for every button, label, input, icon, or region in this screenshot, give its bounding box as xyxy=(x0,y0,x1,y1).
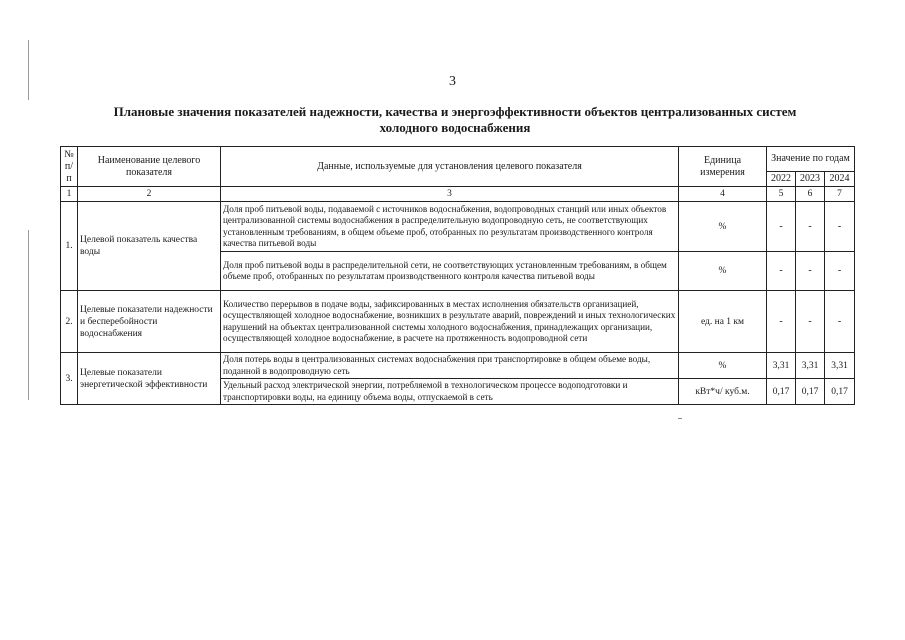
header-data: Данные, используемые для установления целевого показателя xyxy=(221,147,679,187)
value-2022: - xyxy=(767,291,796,353)
document-title xyxy=(60,104,850,136)
column-number: 2 xyxy=(78,187,221,202)
table-row xyxy=(61,291,855,353)
indicator-unit: % xyxy=(679,252,767,291)
column-number: 3 xyxy=(221,187,679,202)
header-year: 2022 xyxy=(767,172,796,187)
indicator-description: Количество перерывов в подаче воды, зафиксированных в местах исполнения обязательств организацией, осуществляющей холодное водоснабжение, возникших в результате аварий, повреждений и иных технологических нарушений на объектах централизованной системы холодного водоснабжения, принадлежащих организации, осуществляющей холодное водоснабжение, в расчете на протяженность водопроводной сети xyxy=(221,291,679,353)
indicator-name: Целевые показатели энергетической эффективности xyxy=(78,353,221,405)
header-values-group: Значение по годам xyxy=(767,147,855,172)
indicator-unit: ед. на 1 км xyxy=(679,291,767,353)
title-line-2: холодного водоснабжения xyxy=(379,120,531,135)
table-row xyxy=(61,202,855,252)
scan-speck xyxy=(678,418,682,419)
header-num: № п/п xyxy=(61,147,78,187)
value-2024: - xyxy=(825,252,855,291)
column-number: 1 xyxy=(61,187,78,202)
header-year: 2023 xyxy=(796,172,825,187)
column-number: 5 xyxy=(767,187,796,202)
value-2023: 3,31 xyxy=(796,353,825,379)
value-2023: - xyxy=(796,202,825,252)
indicator-unit: % xyxy=(679,202,767,252)
value-2023: - xyxy=(796,252,825,291)
indicator-description: Доля проб питьевой воды в распределительной сети, не соответствующих установленным требованиям, в общем объеме проб, отобранных по результатам производственного контроля качества питьевой воды xyxy=(221,252,679,291)
indicators-table xyxy=(60,146,855,405)
value-2022: - xyxy=(767,252,796,291)
header-name: Наименование целевого показателя xyxy=(78,147,221,187)
indicator-name: Целевой показатель качества воды xyxy=(78,202,221,291)
column-number: 7 xyxy=(825,187,855,202)
column-number: 6 xyxy=(796,187,825,202)
indicator-description: Доля потерь воды в централизованных системах водоснабжения при транспортировке в общем объеме воды, поданной в водопроводную сеть xyxy=(221,353,679,379)
value-2024: - xyxy=(825,291,855,353)
value-2022: - xyxy=(767,202,796,252)
value-2024: 3,31 xyxy=(825,353,855,379)
value-2023: - xyxy=(796,291,825,353)
row-num: 2. xyxy=(61,291,78,353)
header-unit: Единица измерения xyxy=(679,147,767,187)
indicator-unit: % xyxy=(679,353,767,379)
indicator-description: Доля проб питьевой воды, подаваемой с источников водоснабжения, водопроводных станций или иных объектов централизованной системы водоснабжения в распределительную водопроводную сеть, не соответствующих установленным требованиям, в общем объеме проб, отобранных по результатам производственного контроля качества питьевой воды xyxy=(221,202,679,252)
header-row xyxy=(61,147,855,172)
table-row xyxy=(61,353,855,379)
column-numbers-row xyxy=(61,187,855,202)
indicator-name: Целевые показатели надежности и бесперебойности водоснабжения xyxy=(78,291,221,353)
value-2024: 0,17 xyxy=(825,379,855,405)
scan-edge-mark xyxy=(28,40,29,100)
value-2022: 3,31 xyxy=(767,353,796,379)
indicator-unit: кВт*ч/ куб.м. xyxy=(679,379,767,405)
row-num: 1. xyxy=(61,202,78,291)
column-number: 4 xyxy=(679,187,767,202)
title-line-1: Плановые значения показателей надежности, качества и энергоэффективности объектов централизованных систем xyxy=(113,104,797,119)
value-2022: 0,17 xyxy=(767,379,796,405)
value-2024: - xyxy=(825,202,855,252)
indicator-description: Удельный расход электрической энергии, потребляемой в технологическом процессе водоподготовки и транспортировки воды, на единицу объема воды, отпускаемой в сеть xyxy=(221,379,679,405)
scan-edge-mark xyxy=(28,230,29,400)
value-2023: 0,17 xyxy=(796,379,825,405)
header-year: 2024 xyxy=(825,172,855,187)
row-num: 3. xyxy=(61,353,78,405)
page-number: 3 xyxy=(449,74,456,89)
